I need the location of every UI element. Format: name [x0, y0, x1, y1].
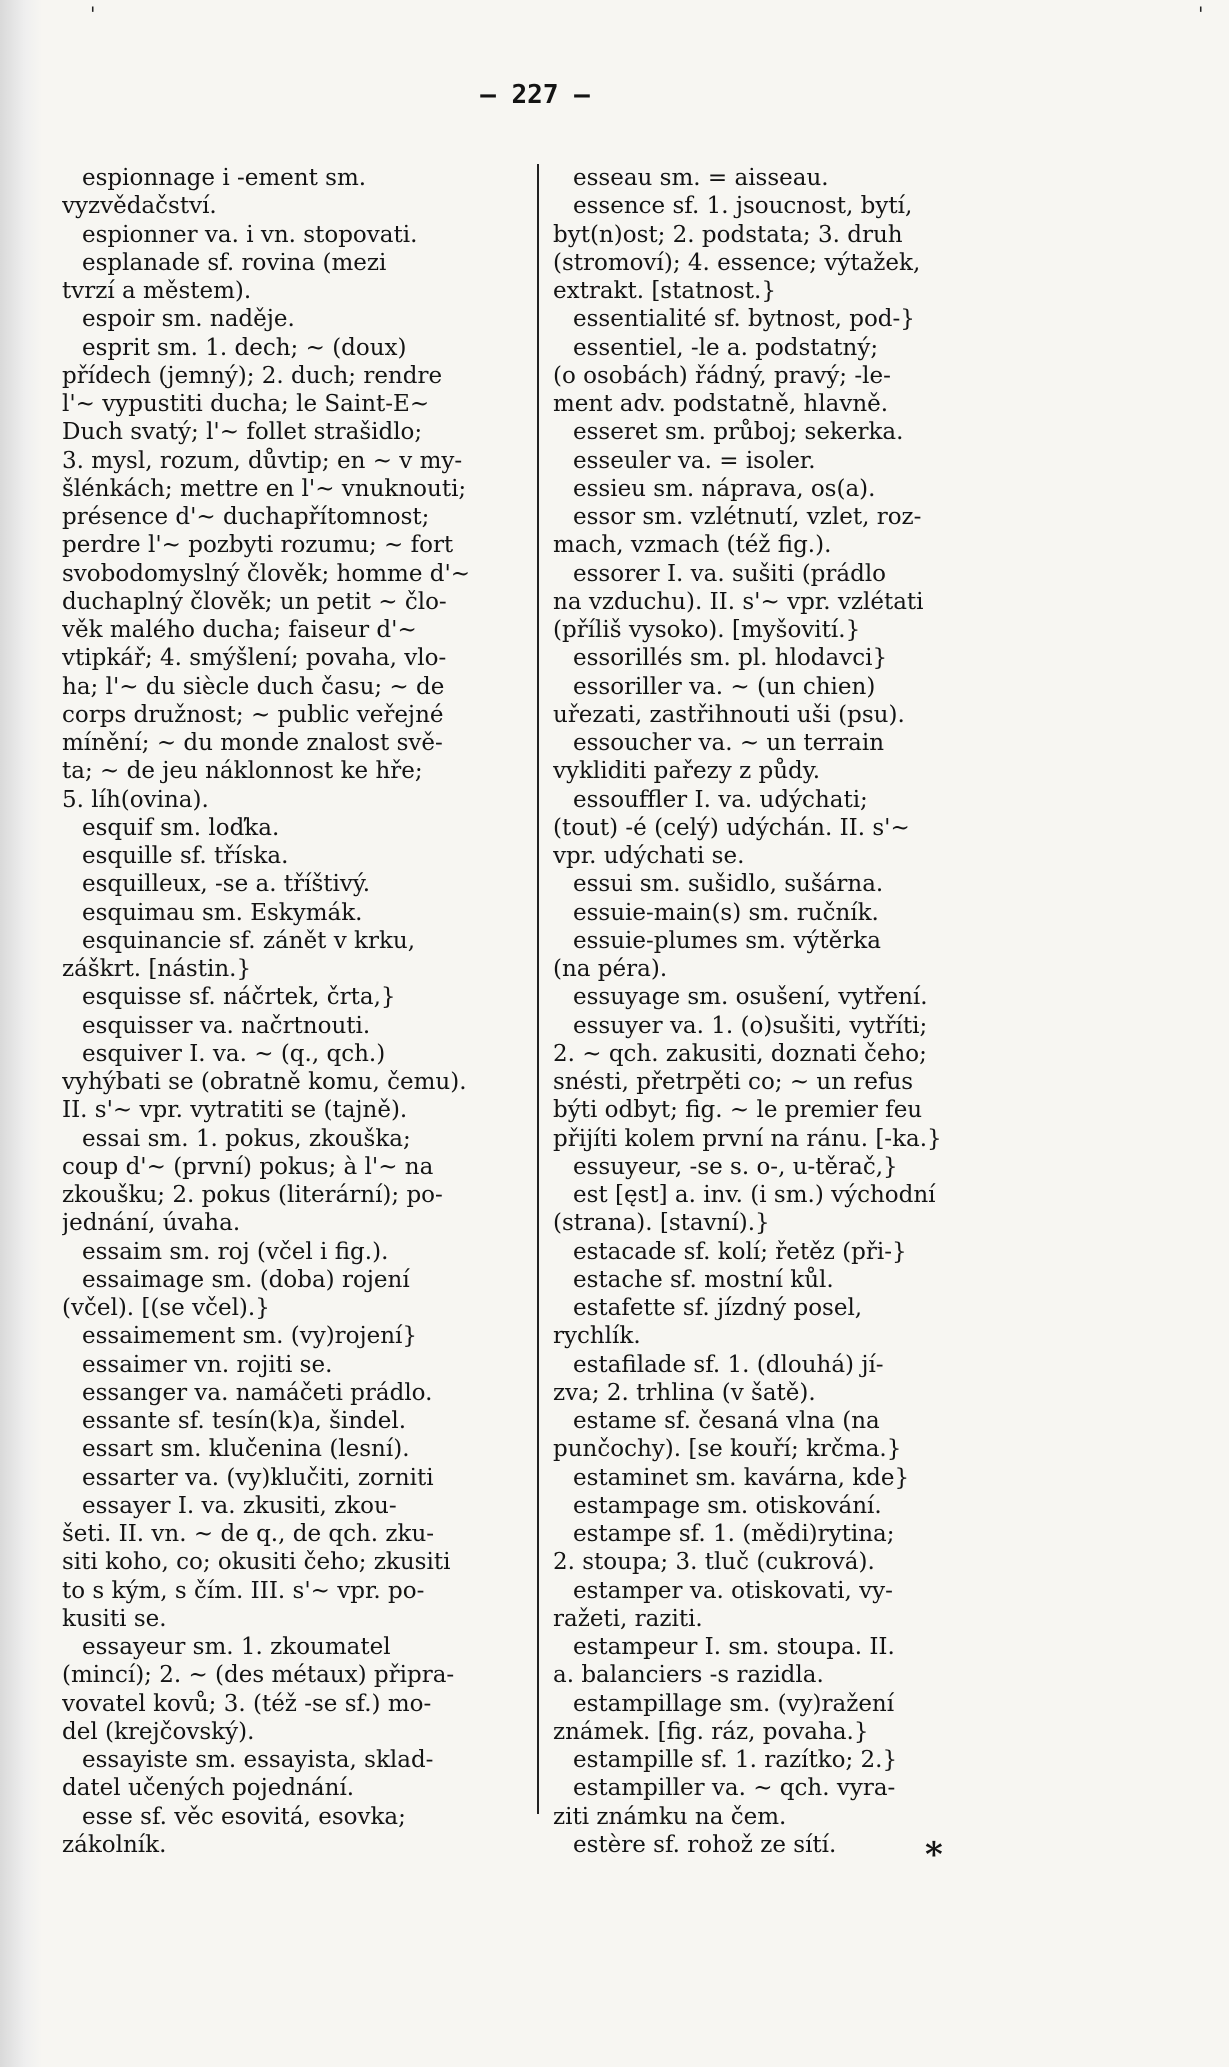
continuation-line: (včel). [(se včel).} [62, 1295, 270, 1321]
continuation-line: zkoušku; 2. pokus (literární); po- [62, 1182, 443, 1208]
entry-line: estampiller va. ~ qch. vyra- [573, 1775, 896, 1802]
continuation-line: del (krejčovský). [62, 1718, 255, 1745]
continuation-line: ha; l'~ du siècle duch času; ~ de [62, 673, 445, 700]
entry-line: essaimage sm. (doba) rojení [82, 1266, 410, 1293]
entry-line: essorillés sm. pl. hlodavci} [573, 645, 888, 672]
entry-line: estampage sm. otiskování. [573, 1492, 882, 1519]
continuation-line: corps družnost; ~ public veřejné [62, 701, 444, 728]
entry-line: esquille sf. tříska. [82, 843, 289, 869]
continuation-line: 2. stoupa; 3. tluč (cukrová). [553, 1549, 875, 1576]
entry-line: essuie-main(s) sm. ručník. [573, 899, 879, 926]
continuation-line: na vzduchu). II. s'~ vpr. vzlétati [553, 588, 924, 615]
entry-line: essaimement sm. (vy)rojení} [82, 1323, 418, 1350]
continuation-line: jednání, úvaha. [62, 1210, 241, 1237]
continuation-line: extrakt. [statnost.} [553, 278, 776, 304]
entry-line: essayeur sm. 1. zkoumatel [82, 1634, 391, 1660]
entry-line: estacade sf. kolí; řetěz (při-} [573, 1238, 907, 1265]
entry-line: esplanade sf. rovina (mezi [82, 249, 387, 276]
continuation-line: (mincí); 2. ~ (des métaux) připra- [62, 1662, 455, 1689]
continuation-line: punčochy). [se kouří; krčma.} [553, 1436, 902, 1463]
entry-line: essouffler I. va. udýchati; [573, 786, 868, 813]
continuation-line: (strana). [stavní).} [553, 1210, 770, 1237]
continuation-line: vovatel kovů; 3. (též -se sf.) mo- [62, 1690, 432, 1717]
entry-line: estampille sf. 1. razítko; 2.} [573, 1747, 898, 1773]
continuation-line: známek. [fig. ráz, povaha.} [553, 1718, 869, 1745]
continuation-line: (stromoví); 4. essence; výtažek, [553, 249, 921, 276]
entry-line: esquimau sm. Eskymák. [82, 899, 363, 926]
continuation-line: ražeti, raziti. [553, 1605, 703, 1632]
continuation-line: vyhýbati se (obratně komu, čemu). [62, 1069, 467, 1095]
entry-line: essuie-plumes sm. výtěrka [573, 927, 881, 954]
continuation-line: l'~ vypustiti ducha; le Saint-E~ [62, 391, 430, 417]
continuation-line: tvrzí a městem). [62, 278, 252, 304]
entry-line: essayer I. va. zkusiti, zkou- [82, 1492, 397, 1519]
entry-line: essentiel, -le a. podstatný; [573, 334, 879, 361]
continuation-line: zva; 2. trhlina (v šatě). [553, 1379, 816, 1406]
continuation-line: mach, vzmach (též fig.). [553, 532, 832, 559]
continuation-line: 5. líh(ovina). [62, 786, 209, 813]
continuation-line: Duch svatý; l'~ follet strašidlo; [62, 419, 423, 446]
entry-line: esseret sm. průboj; sekerka. [573, 419, 904, 446]
continuation-line: vpr. udýchati se. [553, 843, 745, 869]
entry-line: esprit sm. 1. dech; ~ (doux) [82, 334, 407, 361]
entry-line: essuyeur, -se s. o-, u-těrač,} [573, 1153, 898, 1180]
entry-line: estame sf. česaná vlna (na [573, 1408, 880, 1434]
continuation-line: snésti, přetrpěti co; ~ un refus [553, 1069, 914, 1095]
entry-line: essorer I. va. sušiti (prádlo [573, 560, 887, 587]
entry-line: esquisser va. načrtnouti. [82, 1012, 371, 1039]
continuation-line: (tout) -é (celý) udýchán. II. s'~ [553, 814, 910, 841]
entry-line: espoir sm. naděje. [82, 306, 295, 333]
continuation-line: záškrt. [nástin.} [62, 956, 252, 982]
continuation-line: (o osobách) řádný, pravý; -le- [553, 362, 891, 389]
continuation-line: rychlík. [553, 1323, 641, 1350]
continuation-line: uřezati, zastřihnouti uši (psu). [553, 701, 905, 728]
entry-line: estache sf. mostní kůl. [573, 1266, 834, 1293]
entry-line: essaim sm. roj (včel i fig.). [82, 1238, 389, 1265]
continuation-line: věk malého ducha; faiseur d'~ [62, 617, 417, 643]
continuation-line: vykliditi pařezy z půdy. [553, 758, 821, 785]
continuation-line: byt(n)ost; 2. podstata; 3. druh [553, 221, 903, 248]
footer-mark: * [925, 1835, 943, 1875]
entry-line: essaimer vn. rojiti se. [82, 1351, 333, 1378]
entry-line: estère sf. rohož ze sítí. [573, 1831, 837, 1858]
continuation-line: ta; ~ de jeu náklonnost ke hře; [62, 758, 423, 785]
entry-line: essayiste sm. essayista, sklad- [82, 1747, 434, 1773]
page-number: — 227 — [480, 80, 590, 110]
entry-line: essoucher va. ~ un terrain [573, 730, 885, 756]
continuation-line: ment adv. podstatně, hlavně. [553, 391, 889, 417]
entry-line: estamper va. otiskovati, vy- [573, 1577, 893, 1604]
entry-line: estafilade sf. 1. (dlouhá) jí- [573, 1351, 884, 1378]
continuation-line: 2. ~ qch. zakusiti, doznati čeho; [553, 1040, 927, 1067]
entry-line: essanger va. namáčeti prádlo. [82, 1379, 433, 1406]
continuation-line: vyzvědačství. [62, 193, 217, 220]
continuation-line: vtipkář; 4. smýšlení; povaha, vlo- [62, 645, 447, 672]
continuation-line: perdre l'~ pozbyti rozumu; ~ fort [62, 532, 454, 559]
entry-line: estaminet sm. kavárna, kde} [573, 1464, 910, 1491]
continuation-line: ziti známku na čem. [553, 1803, 787, 1830]
entry-line: esquinancie sf. zánět v krku, [82, 927, 416, 954]
entry-line: essart sm. klučenina (lesní). [82, 1436, 410, 1463]
corner-mark-left: ' [90, 2, 96, 26]
left-column [62, 164, 512, 1859]
continuation-line: présence d'~ duchapřítomnost; [62, 504, 430, 530]
entry-line: esseau sm. = aisseau. [573, 165, 829, 191]
continuation-line: kusiti se. [62, 1605, 167, 1632]
continuation-line: přídech (jemný); 2. duch; rendre [62, 362, 443, 389]
entry-line: esquisse sf. náčrtek, črta,} [82, 984, 396, 1011]
continuation-line: duchaplný člověk; un petit ~ člo- [62, 588, 447, 615]
entry-line: esquilleux, -se a. tříštivý. [82, 871, 371, 898]
continuation-line: II. s'~ vpr. vytratiti se (tajně). [62, 1097, 408, 1124]
entry-line: essence sf. 1. jsoucnost, bytí, [573, 193, 913, 220]
entry-line: essor sm. vzlétnutí, vzlet, roz- [573, 504, 922, 530]
continuation-line: (na péra). [553, 956, 668, 982]
entry-line: essentialité sf. bytnost, pod-} [573, 306, 915, 333]
entry-line: esquiver I. va. ~ (q., qch.) [82, 1040, 386, 1067]
continuation-line: datel učených pojednání. [62, 1775, 355, 1802]
entry-line: essieu sm. náprava, os(a). [573, 475, 876, 502]
entry-line: est [ęst] a. inv. (i sm.) východní [573, 1182, 936, 1208]
entry-line: estampe sf. 1. (mědi)rytina; [573, 1521, 895, 1547]
continuation-line: to s kým, s čím. III. s'~ vpr. po- [62, 1577, 425, 1604]
entry-line: essarter va. (vy)klučiti, zorniti [82, 1464, 434, 1491]
continuation-line: býti odbyt; fig. ~ le premier feu [553, 1097, 923, 1124]
entry-line: essoriller va. ~ (un chien) [573, 673, 876, 700]
entry-line: essuyer va. 1. (o)sušiti, vytříti; [573, 1012, 928, 1039]
continuation-line: coup d'~ (první) pokus; à l'~ na [62, 1153, 434, 1180]
continuation-line: šlénkách; mettre en l'~ vnuknouti; [62, 475, 467, 502]
entry-line: estampeur I. sm. stoupa. II. [573, 1634, 895, 1660]
entry-line: essuyage sm. osušení, vytření. [573, 984, 928, 1011]
entry-line: esseuler va. = isoler. [573, 447, 816, 474]
continuation-line: přijíti kolem první na ránu. [-ka.} [553, 1125, 942, 1152]
continuation-line: siti koho, co; okusiti čeho; zkusiti [62, 1549, 451, 1576]
continuation-line: (příliš vysoko). [myšovití.} [553, 617, 861, 643]
continuation-line: a. balanciers -s razidla. [553, 1662, 824, 1689]
entry-line: espionner va. i vn. stopovati. [82, 221, 418, 248]
continuation-line: šeti. II. vn. ~ de q., de qch. zku- [62, 1521, 435, 1547]
continuation-line: mínění; ~ du monde znalost svě- [62, 730, 443, 756]
entry-line: estafette sf. jízdný posel, [573, 1295, 863, 1321]
entry-line: essui sm. sušidlo, sušárna. [573, 871, 884, 898]
entry-line: essante sf. tesín(k)a, šindel. [82, 1408, 407, 1434]
column-divider [537, 164, 539, 1814]
continuation-line: svobodomyslný člověk; homme d'~ [62, 560, 471, 587]
entry-line: essai sm. 1. pokus, zkouška; [82, 1125, 411, 1152]
continuation-line: 3. mysl, rozum, důvtip; en ~ v my- [62, 447, 463, 474]
corner-mark-right: ' [1198, 2, 1204, 26]
entry-line: esse sf. věc esovitá, esovka; [82, 1803, 406, 1830]
page-binding-edge [0, 0, 42, 2067]
entry-line: estampillage sm. (vy)ražení [573, 1690, 895, 1717]
entry-line: esquif sm. loďka. [82, 814, 280, 841]
right-column [553, 164, 1003, 1859]
entry-line: espionnage i -ement sm. [82, 165, 367, 191]
continuation-line: zákolník. [62, 1831, 167, 1858]
